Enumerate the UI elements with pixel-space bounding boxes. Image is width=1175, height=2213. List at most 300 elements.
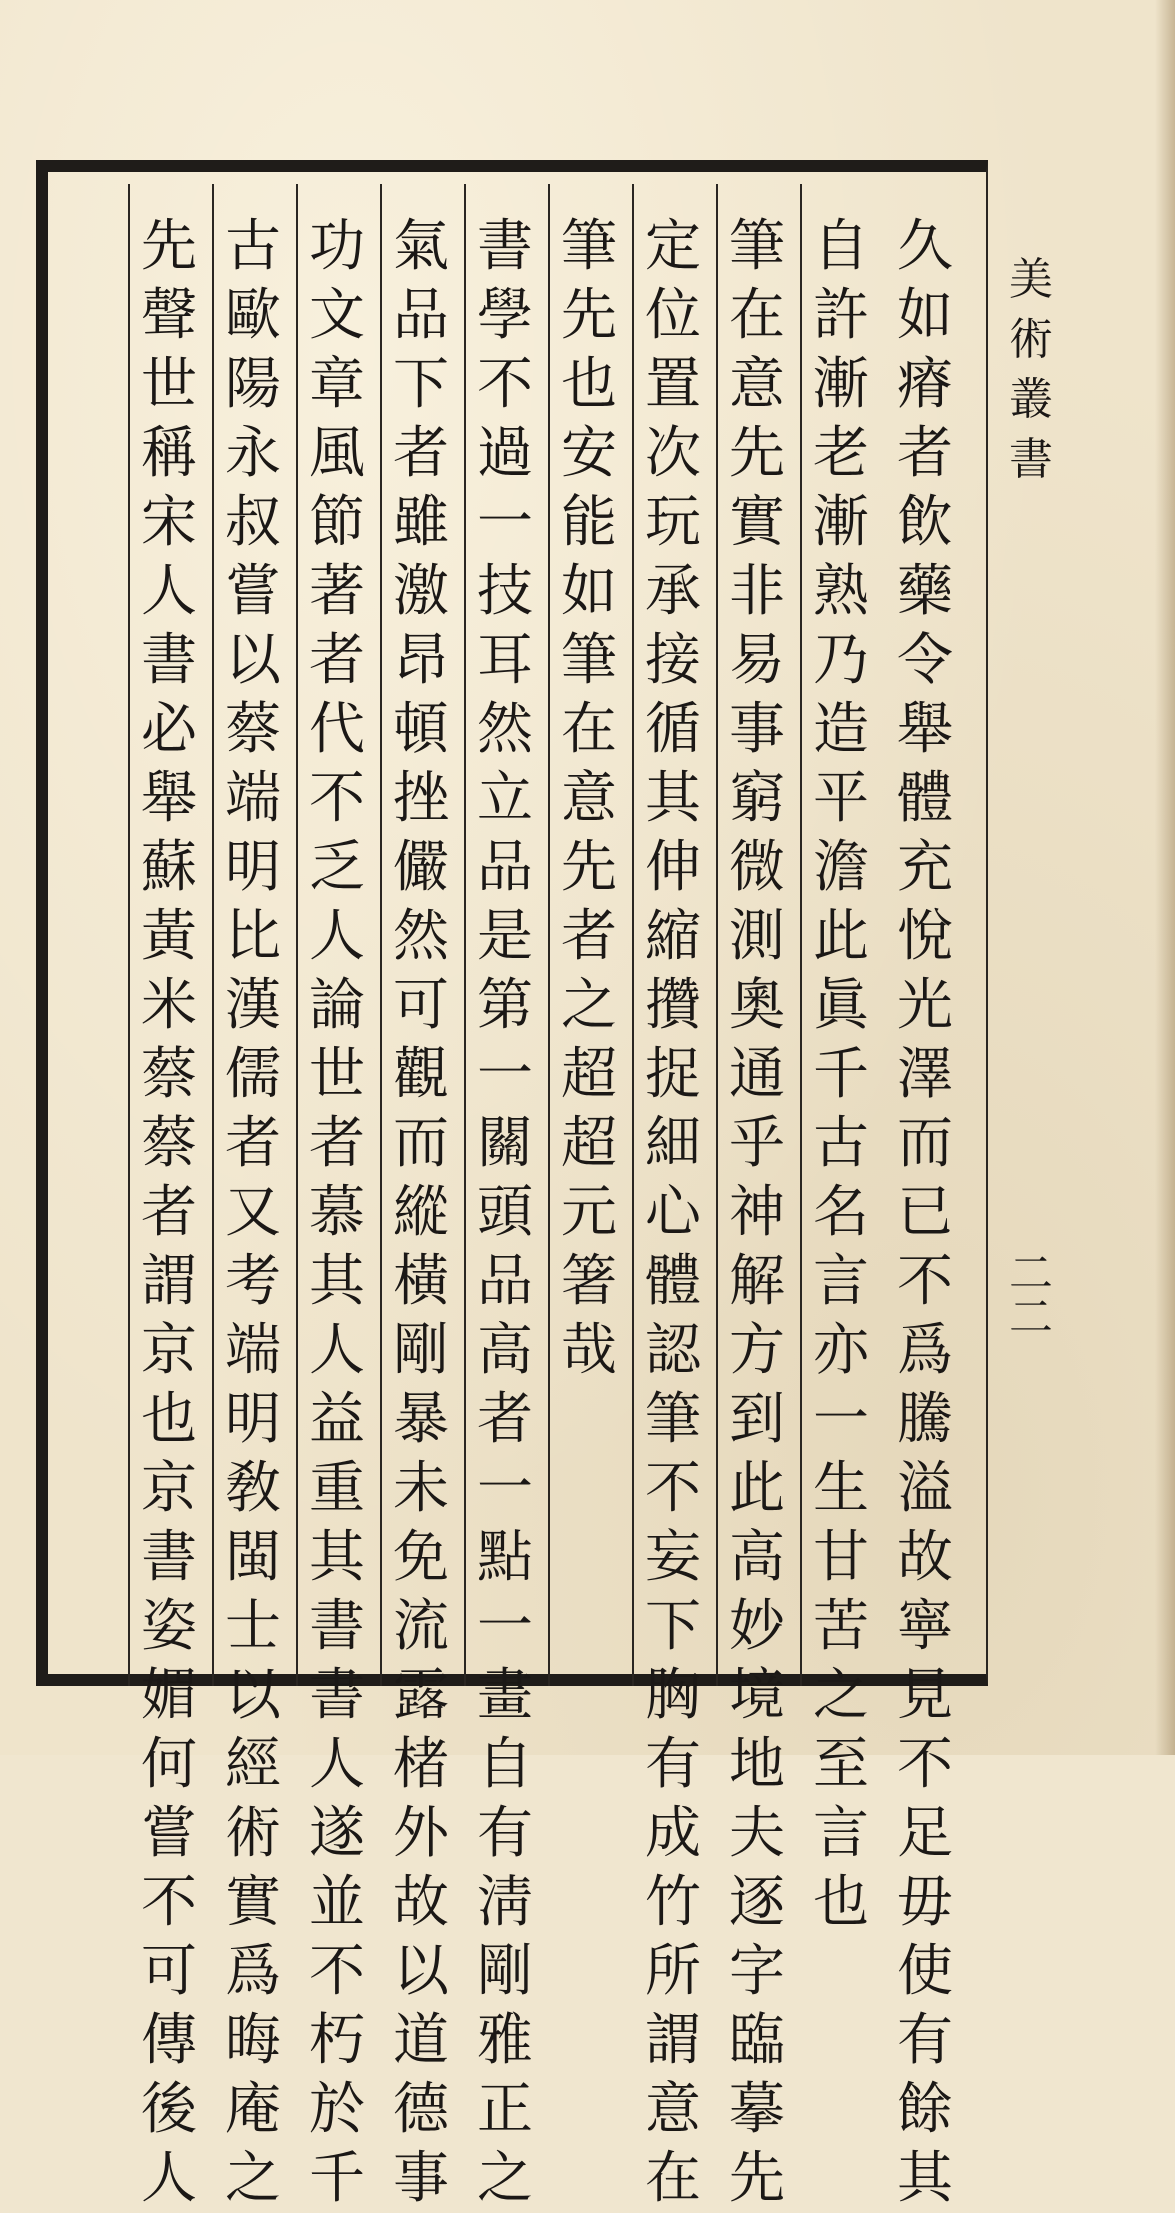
character: 過 [477, 421, 533, 486]
character: 其 [309, 1249, 365, 1314]
character: 乃 [813, 628, 869, 693]
character: 也 [813, 1870, 869, 1935]
character: 世 [141, 352, 197, 417]
character: 逐 [729, 1870, 785, 1935]
character: 露 [393, 1663, 449, 1728]
character: 生 [813, 1456, 869, 1521]
character: 外 [393, 1801, 449, 1866]
column-rule [464, 184, 466, 1686]
character: 代 [309, 697, 365, 762]
character: 亦 [813, 1318, 869, 1383]
character: 臨 [729, 2008, 785, 2073]
character: 昂 [393, 628, 449, 693]
book-title-header [1006, 250, 1056, 490]
character: 神 [729, 1180, 785, 1245]
character: 有 [645, 1732, 701, 1797]
character: 事 [729, 697, 785, 762]
character: 姿 [141, 1594, 197, 1659]
character: 免 [393, 1525, 449, 1590]
character: 經 [225, 1732, 281, 1797]
character: 黃 [141, 904, 197, 969]
character: 縱 [393, 1180, 449, 1245]
character: 古 [813, 1111, 869, 1176]
character: 自 [813, 214, 869, 279]
character: 陽 [225, 352, 281, 417]
character: 漸 [813, 352, 869, 417]
character: 雖 [393, 490, 449, 555]
character: 超 [561, 1042, 617, 1107]
text-column-7 [390, 212, 452, 2211]
character: 伸 [645, 835, 701, 900]
character: 超 [561, 1111, 617, 1176]
character: 剛 [477, 1939, 533, 2004]
header-character: 術 [1009, 314, 1053, 365]
character: 一 [477, 1456, 533, 1521]
character: 一 [477, 1594, 533, 1659]
character: 功 [309, 214, 365, 279]
character: 解 [729, 1249, 785, 1314]
character: 媚 [141, 1663, 197, 1728]
character: 以 [393, 1939, 449, 2004]
character: 不 [897, 1732, 953, 1797]
text-column-6 [474, 212, 536, 2211]
column-rule [380, 184, 382, 1686]
character: 人 [309, 904, 365, 969]
character: 認 [645, 1318, 701, 1383]
character: 平 [813, 766, 869, 831]
text-column-3 [726, 212, 788, 2211]
character: 胸 [645, 1663, 701, 1728]
character: 而 [897, 1111, 953, 1176]
character: 捉 [645, 1042, 701, 1107]
character: 明 [225, 1387, 281, 1452]
character: 蘇 [141, 835, 197, 900]
character: 瘠 [897, 352, 953, 417]
character: 一 [813, 1387, 869, 1452]
character: 者 [225, 1111, 281, 1176]
character: 者 [309, 628, 365, 693]
character: 漸 [813, 490, 869, 555]
header-character: 美 [1009, 254, 1053, 305]
character: 謂 [141, 1249, 197, 1314]
character: 許 [813, 283, 869, 348]
character: 觀 [393, 1042, 449, 1107]
character: 益 [309, 1387, 365, 1452]
character: 謂 [645, 2008, 701, 2073]
character: 書 [477, 214, 533, 279]
character: 以 [225, 628, 281, 693]
character: 遂 [309, 1801, 365, 1866]
character: 熟 [813, 559, 869, 624]
character: 書 [309, 1594, 365, 1659]
character: 令 [897, 628, 953, 693]
character: 意 [729, 352, 785, 417]
character: 位 [645, 283, 701, 348]
character: 者 [141, 1180, 197, 1245]
character: 測 [729, 904, 785, 969]
character: 至 [813, 1732, 869, 1797]
character: 餘 [897, 2077, 953, 2142]
character: 久 [897, 214, 953, 279]
character: 故 [393, 1870, 449, 1935]
character: 道 [393, 2008, 449, 2073]
character: 妙 [729, 1594, 785, 1659]
character: 甘 [813, 1525, 869, 1590]
character: 風 [309, 421, 365, 486]
character: 儼 [393, 835, 449, 900]
text-column-10 [138, 212, 200, 2211]
character: 縮 [645, 904, 701, 969]
character: 摹 [729, 2077, 785, 2142]
character: 乎 [729, 1111, 785, 1176]
character: 筆 [561, 214, 617, 279]
character: 實 [225, 1870, 281, 1935]
character: 寧 [897, 1594, 953, 1659]
character: 於 [309, 2077, 365, 2142]
character: 乏 [309, 835, 365, 900]
character: 學 [477, 283, 533, 348]
character: 可 [393, 973, 449, 1038]
character: 漢 [225, 973, 281, 1038]
character: 畫 [477, 1663, 533, 1728]
character: 飲 [897, 490, 953, 555]
character: 體 [645, 1249, 701, 1314]
character: 挫 [393, 766, 449, 831]
character: 蔡 [141, 1042, 197, 1107]
column-rule [716, 184, 718, 1686]
character: 到 [729, 1387, 785, 1452]
character: 體 [897, 766, 953, 831]
header-character: 叢 [1009, 374, 1053, 425]
character: 千 [309, 2146, 365, 2211]
character: 一 [477, 490, 533, 555]
character: 方 [729, 1318, 785, 1383]
character: 章 [309, 352, 365, 417]
character: 次 [645, 421, 701, 486]
character: 易 [729, 628, 785, 693]
character: 之 [561, 973, 617, 1038]
character: 細 [645, 1111, 701, 1176]
character: 也 [141, 1387, 197, 1452]
column-rule [128, 184, 130, 1686]
character: 毋 [897, 1870, 953, 1935]
character: 有 [897, 2008, 953, 2073]
character: 未 [393, 1456, 449, 1521]
character: 心 [645, 1180, 701, 1245]
character: 歐 [225, 283, 281, 348]
character: 妄 [645, 1525, 701, 1590]
character: 其 [645, 766, 701, 831]
text-column-4 [642, 212, 704, 2211]
character: 如 [897, 283, 953, 348]
character: 永 [225, 421, 281, 486]
character: 言 [813, 1249, 869, 1314]
character: 暴 [393, 1387, 449, 1452]
character: 爲 [225, 1939, 281, 2004]
character: 筆 [645, 1387, 701, 1452]
character: 楮 [393, 1732, 449, 1797]
text-frame [36, 160, 988, 2211]
character: 不 [309, 766, 365, 831]
character: 澤 [897, 1042, 953, 1107]
book-spine-shadow [1155, 0, 1175, 1755]
character: 然 [477, 697, 533, 762]
character: 也 [561, 352, 617, 417]
column-rule [632, 184, 634, 1686]
character: 重 [309, 1456, 365, 1521]
character: 以 [225, 1663, 281, 1728]
character: 何 [141, 1732, 197, 1797]
character: 澹 [813, 835, 869, 900]
character: 舉 [897, 697, 953, 762]
character: 不 [897, 1249, 953, 1314]
character: 先 [561, 283, 617, 348]
character: 文 [309, 283, 365, 348]
character: 奧 [729, 973, 785, 1038]
character: 蔡 [225, 697, 281, 762]
character: 人 [309, 1732, 365, 1797]
character: 比 [225, 904, 281, 969]
character: 玩 [645, 490, 701, 555]
character: 此 [813, 904, 869, 969]
character: 者 [393, 421, 449, 486]
character: 流 [393, 1594, 449, 1659]
character: 古 [225, 214, 281, 279]
character: 點 [477, 1525, 533, 1590]
character: 淸 [477, 1870, 533, 1935]
character: 此 [729, 1456, 785, 1521]
character: 光 [897, 973, 953, 1038]
character: 是 [477, 904, 533, 969]
character: 品 [477, 1249, 533, 1314]
character: 眞 [813, 973, 869, 1038]
character: 下 [645, 1594, 701, 1659]
character: 攢 [645, 973, 701, 1038]
character: 如 [561, 559, 617, 624]
character: 品 [477, 835, 533, 900]
character: 夫 [729, 1801, 785, 1866]
character: 蔡 [141, 1111, 197, 1176]
character: 通 [729, 1042, 785, 1107]
character: 氣 [393, 214, 449, 279]
character: 定 [645, 214, 701, 279]
character: 言 [813, 1801, 869, 1866]
character: 不 [477, 352, 533, 417]
character: 人 [141, 559, 197, 624]
character: 下 [393, 352, 449, 417]
character: 筆 [729, 214, 785, 279]
header-character: 書 [1009, 434, 1053, 485]
character: 實 [729, 490, 785, 555]
character: 窮 [729, 766, 785, 831]
character: 元 [561, 1180, 617, 1245]
character: 先 [141, 214, 197, 279]
column-rule [212, 184, 214, 1686]
character: 者 [477, 1387, 533, 1452]
character: 聲 [141, 283, 197, 348]
character: 在 [729, 283, 785, 348]
character: 其 [309, 1525, 365, 1590]
character: 充 [897, 835, 953, 900]
character: 之 [225, 2146, 281, 2211]
character: 書 [141, 1525, 197, 1590]
character: 哉 [561, 1318, 617, 1383]
character: 儒 [225, 1042, 281, 1107]
page-number [1006, 1248, 1056, 1343]
character: 嘗 [141, 1801, 197, 1866]
character: 技 [477, 559, 533, 624]
character: 耳 [477, 628, 533, 693]
character: 已 [897, 1180, 953, 1245]
character: 剛 [393, 1318, 449, 1383]
text-column-2 [810, 212, 872, 1935]
character: 又 [225, 1180, 281, 1245]
character: 苦 [813, 1594, 869, 1659]
text-column-1 [894, 212, 956, 2211]
character: 藥 [897, 559, 953, 624]
page-number-character: 二 [1009, 1292, 1053, 1343]
character: 成 [645, 1801, 701, 1866]
character: 宋 [141, 490, 197, 555]
character: 節 [309, 490, 365, 555]
character: 使 [897, 1939, 953, 2004]
character: 關 [477, 1111, 533, 1176]
character: 京 [141, 1318, 197, 1383]
character: 人 [309, 1318, 365, 1383]
character: 足 [897, 1801, 953, 1866]
character: 置 [645, 352, 701, 417]
text-column-9 [222, 212, 284, 2211]
character: 境 [729, 1663, 785, 1728]
character: 竹 [645, 1870, 701, 1935]
character: 書 [309, 1663, 365, 1728]
character: 者 [309, 1111, 365, 1176]
character: 高 [729, 1525, 785, 1590]
character: 書 [141, 628, 197, 693]
column-rule [296, 184, 298, 1686]
character: 者 [897, 421, 953, 486]
character: 之 [477, 2146, 533, 2211]
character: 先 [729, 2146, 785, 2211]
character: 筆 [561, 628, 617, 693]
character: 一 [477, 1042, 533, 1107]
character: 德 [393, 2077, 449, 2142]
character: 並 [309, 1870, 365, 1935]
character: 意 [645, 2077, 701, 2142]
character: 事 [393, 2146, 449, 2211]
column-rule [800, 184, 802, 1686]
character: 悅 [897, 904, 953, 969]
character: 騰 [897, 1387, 953, 1452]
character: 見 [897, 1663, 953, 1728]
character: 稱 [141, 421, 197, 486]
character: 人 [141, 2146, 197, 2211]
character: 正 [477, 2077, 533, 2142]
character: 端 [225, 766, 281, 831]
character: 高 [477, 1318, 533, 1383]
character: 字 [729, 1939, 785, 2004]
character: 激 [393, 559, 449, 624]
character: 不 [645, 1456, 701, 1521]
page-number-character: 二 [1009, 1248, 1053, 1299]
character: 所 [645, 1939, 701, 2004]
character: 先 [729, 421, 785, 486]
character: 微 [729, 835, 785, 900]
character: 世 [309, 1042, 365, 1107]
character: 名 [813, 1180, 869, 1245]
character: 其 [897, 2146, 953, 2211]
character: 閩 [225, 1525, 281, 1590]
character: 明 [225, 835, 281, 900]
character: 舉 [141, 766, 197, 831]
character: 接 [645, 628, 701, 693]
character: 千 [813, 1042, 869, 1107]
character: 後 [141, 2077, 197, 2142]
character: 朽 [309, 2008, 365, 2073]
character: 論 [309, 973, 365, 1038]
text-column-5 [558, 212, 620, 1662]
character: 在 [645, 2146, 701, 2211]
character: 嘗 [225, 559, 281, 624]
character: 士 [225, 1594, 281, 1659]
character: 意 [561, 766, 617, 831]
character: 考 [225, 1249, 281, 1314]
character: 立 [477, 766, 533, 831]
column-rule [548, 184, 550, 1686]
character: 端 [225, 1318, 281, 1383]
character: 不 [141, 1870, 197, 1935]
character: 品 [393, 283, 449, 348]
character: 著 [309, 559, 365, 624]
character: 非 [729, 559, 785, 624]
character: 而 [393, 1111, 449, 1176]
character: 庵 [225, 2077, 281, 2142]
character: 故 [897, 1525, 953, 1590]
character: 慕 [309, 1180, 365, 1245]
character: 承 [645, 559, 701, 624]
character: 循 [645, 697, 701, 762]
character: 雅 [477, 2008, 533, 2073]
character: 必 [141, 697, 197, 762]
character: 先 [561, 835, 617, 900]
character: 頓 [393, 697, 449, 762]
text-column-8 [306, 212, 368, 2211]
character: 晦 [225, 2008, 281, 2073]
character: 叔 [225, 490, 281, 555]
character: 在 [561, 697, 617, 762]
character: 溢 [897, 1456, 953, 1521]
character: 京 [141, 1456, 197, 1521]
character: 橫 [393, 1249, 449, 1314]
character: 自 [477, 1732, 533, 1797]
character: 爲 [897, 1318, 953, 1383]
character: 之 [813, 1663, 869, 1728]
character: 老 [813, 421, 869, 486]
character: 米 [141, 973, 197, 1038]
character: 可 [141, 1939, 197, 2004]
character: 不 [309, 1939, 365, 2004]
character: 安 [561, 421, 617, 486]
character: 頭 [477, 1180, 533, 1245]
character: 造 [813, 697, 869, 762]
character: 傳 [141, 2008, 197, 2073]
character: 能 [561, 490, 617, 555]
character: 然 [393, 904, 449, 969]
character: 者 [561, 904, 617, 969]
character: 術 [225, 1801, 281, 1866]
character: 第 [477, 973, 533, 1038]
character: 有 [477, 1801, 533, 1866]
